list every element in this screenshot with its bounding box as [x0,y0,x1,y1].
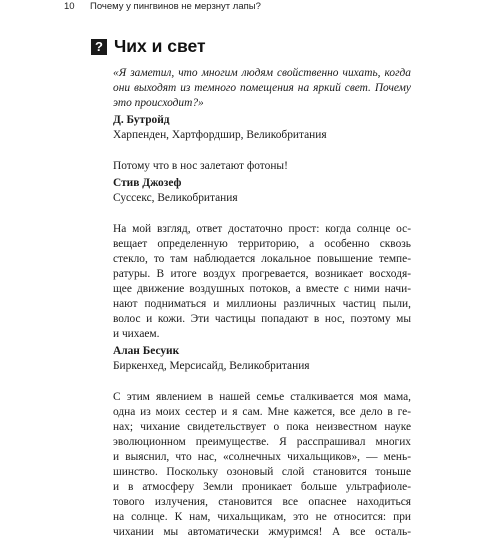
running-head [64,1,261,12]
answer-line: нах; чихание свидетельствует о пока неизвестном науке [113,421,411,433]
answer-line: эволюционном преимуществе. Я расспрашивал многих [113,436,411,448]
answer-line: ратуры. В итоге воздух прогревается, возникает восходя- [113,268,411,280]
answer-author: Алан Бесуик [113,345,180,357]
section-heading [91,36,206,57]
question-author: Д. Бутройд [113,114,170,126]
question-line: это происходит?» [113,97,204,109]
answer-line: нают подниматься и миллионы различных частиц пыли, [113,298,411,310]
answer-block [113,390,411,540]
page-number: 10 [64,1,75,12]
answer-location: Биркенхед, Мерсисайд, Великобритания [113,360,310,372]
answer-location: Суссекс, Великобритания [113,192,238,204]
answer-line: шинство. Поскольку озоновый слой становится тоньше [113,466,411,478]
section-title: Чих и свет [114,36,206,56]
question-location: Харпенден, Хартфордшир, Великобритания [113,129,327,141]
answer-author: Стив Джозеф [113,177,182,189]
book-title: Почему у пингвинов не мерзнут лапы? [90,1,261,12]
answer-line: и в атмосферу Земли проникает больше ультрафиоле- [113,481,411,493]
answer-line: на солнце. К нам, чихальщикам, это не относится: при [113,511,411,523]
answer-line: тового излучения, становится все опаснее находиться [113,496,411,508]
answer-block [113,159,411,206]
answer-line: и выяснил, что нас, «солнечных чихальщиков», — мень- [113,451,411,463]
article-body [113,66,411,540]
answer-line: чихании мы автоматически жмуримся! А все осталь- [113,526,411,538]
answer-line: и чихаем. [113,328,160,340]
question-line: они выходят из темного помещения на яркий свет. Почему [113,82,411,94]
answer-line: На мой взгляд, ответ достаточно прост: когда солнце ос- [113,223,411,235]
question-line: «Я заметил, что многим людям свойственно чихать, когда [113,67,411,79]
answer-line: одна из моих сестер и я сам. Мне кажется, все дело в ге- [113,406,411,418]
answer-line: щее движение воздушных потоков, а вместе с ними начи- [113,283,411,295]
answer-block [113,222,411,374]
answer-line: Потому что в нос залетают фотоны! [113,160,288,172]
answer-line: стекло, то там наблюдается локальное повышение темпе- [113,253,411,265]
answer-line: С этим явлением в нашей семье сталкивается моя мама, [113,391,411,403]
answer-line: вещает определенную территорию, а особенно сквозь [113,238,411,250]
question-block [113,66,411,143]
question-box-icon: ? [91,39,107,55]
answer-line: волос и кожи. Эти частицы попадают в нос, поэтому мы [113,313,411,325]
